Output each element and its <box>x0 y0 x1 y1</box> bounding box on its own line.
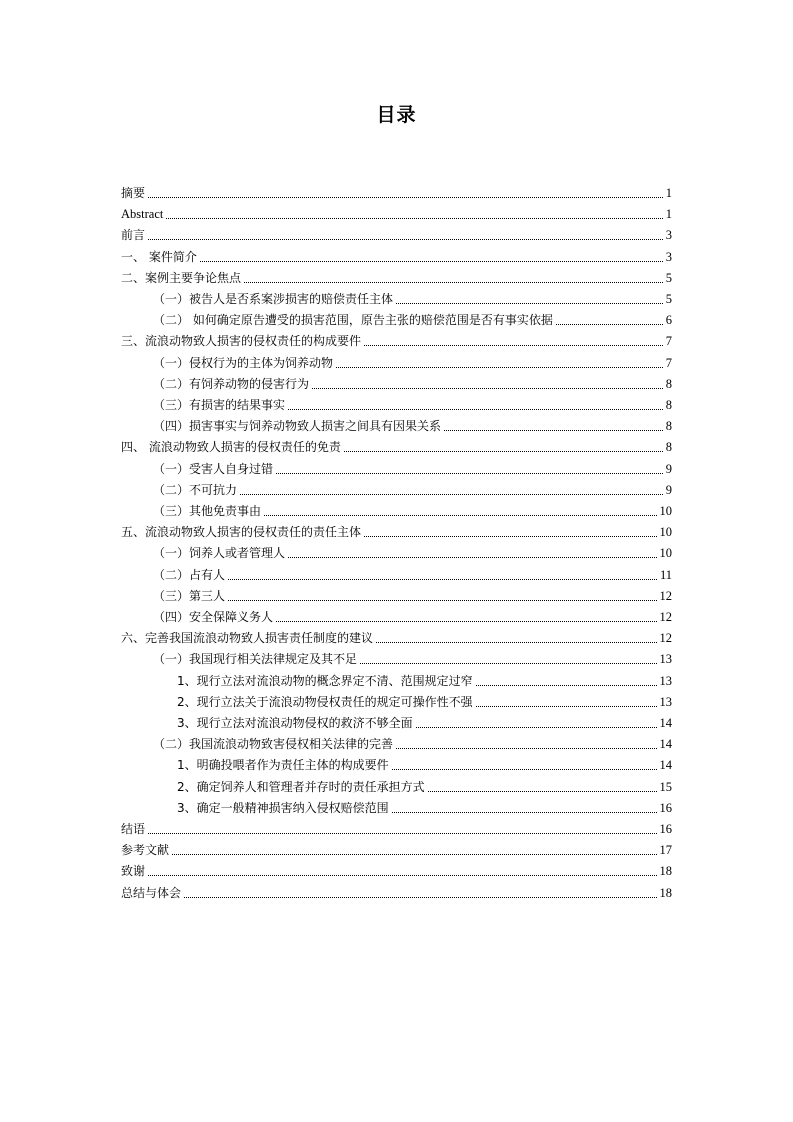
toc-entry-label: （一）受害人自身过错 <box>153 461 274 476</box>
toc-leader-dots <box>476 684 657 686</box>
toc-leader-dots <box>476 705 657 707</box>
toc-entry-page-number: 8 <box>665 398 672 412</box>
toc-entry-label: （四）安全保障义务人 <box>153 610 274 624</box>
toc-entry[interactable] <box>153 584 672 604</box>
toc-leader-dots <box>364 535 656 537</box>
toc-entry-page-number: 12 <box>659 610 672 624</box>
toc-leader-dots <box>428 790 657 792</box>
toc-leader-dots <box>288 556 656 558</box>
toc-entry-label: （三）有损害的结果事实 <box>153 398 286 412</box>
toc-leader-dots <box>288 408 663 410</box>
toc-entry-label: （二） 如何确定原告遭受的损害范围，原告主张的赔偿范围是否有事实依据 <box>153 313 553 328</box>
toc-entry-label: 五、流浪动物致人损害的侵权责任的责任主体 <box>121 525 362 540</box>
toc-leader-dots <box>244 281 663 283</box>
toc-entry-label: 1、现行立法对流浪动物的概念界定不清、范围规定过窄 <box>177 673 473 688</box>
toc-leader-dots <box>166 217 662 219</box>
toc-entry-label: （一）被告人是否系案涉损害的赔偿责任主体 <box>153 292 394 306</box>
toc-leader-dots <box>376 641 656 643</box>
toc-entry-page-number: 18 <box>659 885 672 900</box>
toc-entry[interactable] <box>121 435 672 455</box>
toc-entry-page-number: 6 <box>665 313 672 328</box>
toc-entry-page-number: 13 <box>659 652 672 667</box>
toc-entry-page-number: 14 <box>659 737 672 752</box>
toc-leader-dots <box>228 599 656 601</box>
toc-entry-page-number: 12 <box>659 588 672 603</box>
toc-leader-dots <box>556 323 663 325</box>
toc-entry-page-number: 10 <box>659 525 672 540</box>
toc-entry-page-number: 18 <box>659 864 672 879</box>
toc-entry[interactable] <box>121 626 672 646</box>
toc-leader-dots <box>392 768 657 770</box>
toc-leader-dots <box>148 874 656 876</box>
toc-entry-page-number: 13 <box>659 673 672 688</box>
toc-entry[interactable] <box>153 563 672 583</box>
toc-entry-label: （一）饲养人或者管理人 <box>153 546 286 561</box>
toc-entry-label: 前言 <box>121 228 146 243</box>
toc-leader-dots <box>276 620 656 622</box>
toc-leader-dots <box>240 493 663 495</box>
toc-entry-label: 结语 <box>121 822 146 836</box>
toc-entry-page-number: 3 <box>665 249 672 264</box>
toc-entry-label: （三）其他免责事由 <box>153 504 262 518</box>
toc-entry-label: 总结与体会 <box>121 885 182 900</box>
toc-entry[interactable] <box>153 351 672 371</box>
toc-entry[interactable] <box>121 181 672 201</box>
toc-entry[interactable] <box>177 669 672 689</box>
toc-entry[interactable] <box>177 775 672 795</box>
toc-leader-dots <box>148 832 656 834</box>
toc-entry[interactable] <box>177 796 672 816</box>
toc-entry[interactable] <box>153 605 672 625</box>
toc-leader-dots <box>184 896 656 898</box>
toc-leader-dots <box>360 662 656 664</box>
toc-leader-dots <box>200 260 663 262</box>
toc-entry-page-number: 3 <box>665 228 672 243</box>
toc-leader-dots <box>148 196 663 198</box>
toc-entry-label: 三、流浪动物致人损害的侵权责任的构成要件 <box>121 334 362 349</box>
toc-entry[interactable] <box>153 457 672 477</box>
toc-entry-page-number: 9 <box>665 482 672 497</box>
toc-entry-page-number: 16 <box>659 800 672 815</box>
toc-entry-page-number: 10 <box>659 546 672 561</box>
toc-entry-label: （四）损害事实与饲养动物致人损害之间具有因果关系 <box>153 419 442 434</box>
toc-entry[interactable] <box>121 817 672 837</box>
toc-entry-label: 四、 流浪动物致人损害的侵权责任的免责 <box>121 440 341 455</box>
toc-entry[interactable] <box>153 372 672 392</box>
toc-entry-label: （一）侵权行为的主体为饲养动物 <box>153 355 334 370</box>
toc-entry-label: 摘要 <box>121 186 146 200</box>
toc-entry[interactable] <box>121 202 672 222</box>
toc-entry[interactable] <box>153 478 672 498</box>
toc-entry-page-number: 5 <box>665 270 672 285</box>
toc-leader-dots <box>228 578 657 580</box>
toc-entry[interactable] <box>121 859 672 879</box>
toc-entry[interactable] <box>153 393 672 413</box>
toc-entry-label: （一）我国现行相关法律规定及其不足 <box>153 652 358 667</box>
toc-leader-dots <box>396 747 656 749</box>
toc-entry-page-number: 11 <box>659 567 672 582</box>
toc-entry[interactable] <box>121 245 672 265</box>
toc-entry-label: 2、现行立法关于流浪动物侵权责任的规定可操作性不强 <box>177 694 473 709</box>
toc-entry-page-number: 16 <box>659 822 672 836</box>
toc-entry-label: 一、 案件简介 <box>121 249 197 264</box>
toc-leader-dots <box>264 514 656 516</box>
toc-entry-page-number: 14 <box>659 716 672 730</box>
toc-entry[interactable] <box>153 647 672 667</box>
toc-leader-dots <box>392 811 657 813</box>
toc-entry-page-number: 17 <box>659 843 672 858</box>
toc-entry-page-number: 8 <box>665 376 672 391</box>
toc-entry-label: 二、案例主要争论焦点 <box>121 270 242 285</box>
toc-entry-page-number: 10 <box>659 504 672 518</box>
toc-entry-page-number: 13 <box>659 694 672 709</box>
toc-leader-dots <box>172 853 656 855</box>
toc-entry[interactable] <box>121 329 672 349</box>
toc-leader-dots <box>312 387 663 389</box>
toc-leader-dots <box>344 450 663 452</box>
toc-entry[interactable] <box>153 308 672 328</box>
page-title: 目录 <box>376 104 417 126</box>
toc-leader-dots <box>276 472 663 474</box>
toc-entry-page-number: 1 <box>665 207 672 222</box>
toc-entry[interactable] <box>153 732 672 752</box>
toc-entry[interactable] <box>121 838 672 858</box>
toc-leader-dots <box>416 726 657 728</box>
toc-entry[interactable] <box>153 499 672 519</box>
toc-entry-label: （二）占有人 <box>153 567 226 582</box>
toc-entry-page-number: 15 <box>659 779 672 794</box>
toc-leader-dots <box>444 429 663 431</box>
toc-entry-page-number: 1 <box>665 186 672 200</box>
toc-entry-page-number: 8 <box>665 440 672 455</box>
toc-entry-label: 致谢 <box>121 864 146 879</box>
toc-entry[interactable] <box>177 690 672 710</box>
toc-entry-page-number: 7 <box>665 334 672 349</box>
toc-entry[interactable] <box>153 287 672 307</box>
toc-entry-label: 参考文献 <box>121 843 170 858</box>
toc-entry-label: 1、明确投喂者作为责任主体的构成要件 <box>177 758 389 773</box>
toc-entry[interactable] <box>153 414 672 434</box>
toc-leader-dots <box>396 302 663 304</box>
toc-entry-label: 3、确定一般精神损害纳入侵权赔偿范围 <box>177 800 389 815</box>
toc-entry[interactable] <box>177 753 672 773</box>
toc-entry-page-number: 7 <box>665 355 672 370</box>
toc-entry-page-number: 14 <box>659 758 672 773</box>
toc-entry-page-number: 5 <box>665 292 672 306</box>
toc-leader-dots <box>336 366 663 368</box>
toc-entry-label: （三）第三人 <box>153 588 226 603</box>
toc-entry-page-number: 8 <box>665 419 672 434</box>
toc-leader-dots <box>364 344 663 346</box>
toc-entry[interactable] <box>121 223 672 243</box>
toc-entry[interactable] <box>121 266 672 286</box>
toc-entry-label: （二）有饲养动物的侵害行为 <box>153 376 310 391</box>
toc-entry[interactable] <box>121 881 672 901</box>
toc-entry-label: （二）不可抗力 <box>153 482 238 497</box>
toc-entry-label: 2、确定饲养人和管理者并存时的责任承担方式 <box>177 779 425 794</box>
toc-entry-label: 3、现行立法对流浪动物侵权的救济不够全面 <box>177 716 413 730</box>
toc-entry-label: （二）我国流浪动物致害侵权相关法律的完善 <box>153 737 394 752</box>
toc-entry[interactable] <box>177 711 672 731</box>
toc-entry[interactable] <box>121 520 672 540</box>
toc-leader-dots <box>148 238 663 240</box>
toc-entry-page-number: 12 <box>659 631 672 646</box>
toc-entry-label: Abstract <box>121 207 164 222</box>
toc-entry-page-number: 9 <box>665 461 672 476</box>
toc-entry-label: 六、完善我国流浪动物致人损害责任制度的建议 <box>121 631 374 646</box>
toc-entry[interactable] <box>153 541 672 561</box>
